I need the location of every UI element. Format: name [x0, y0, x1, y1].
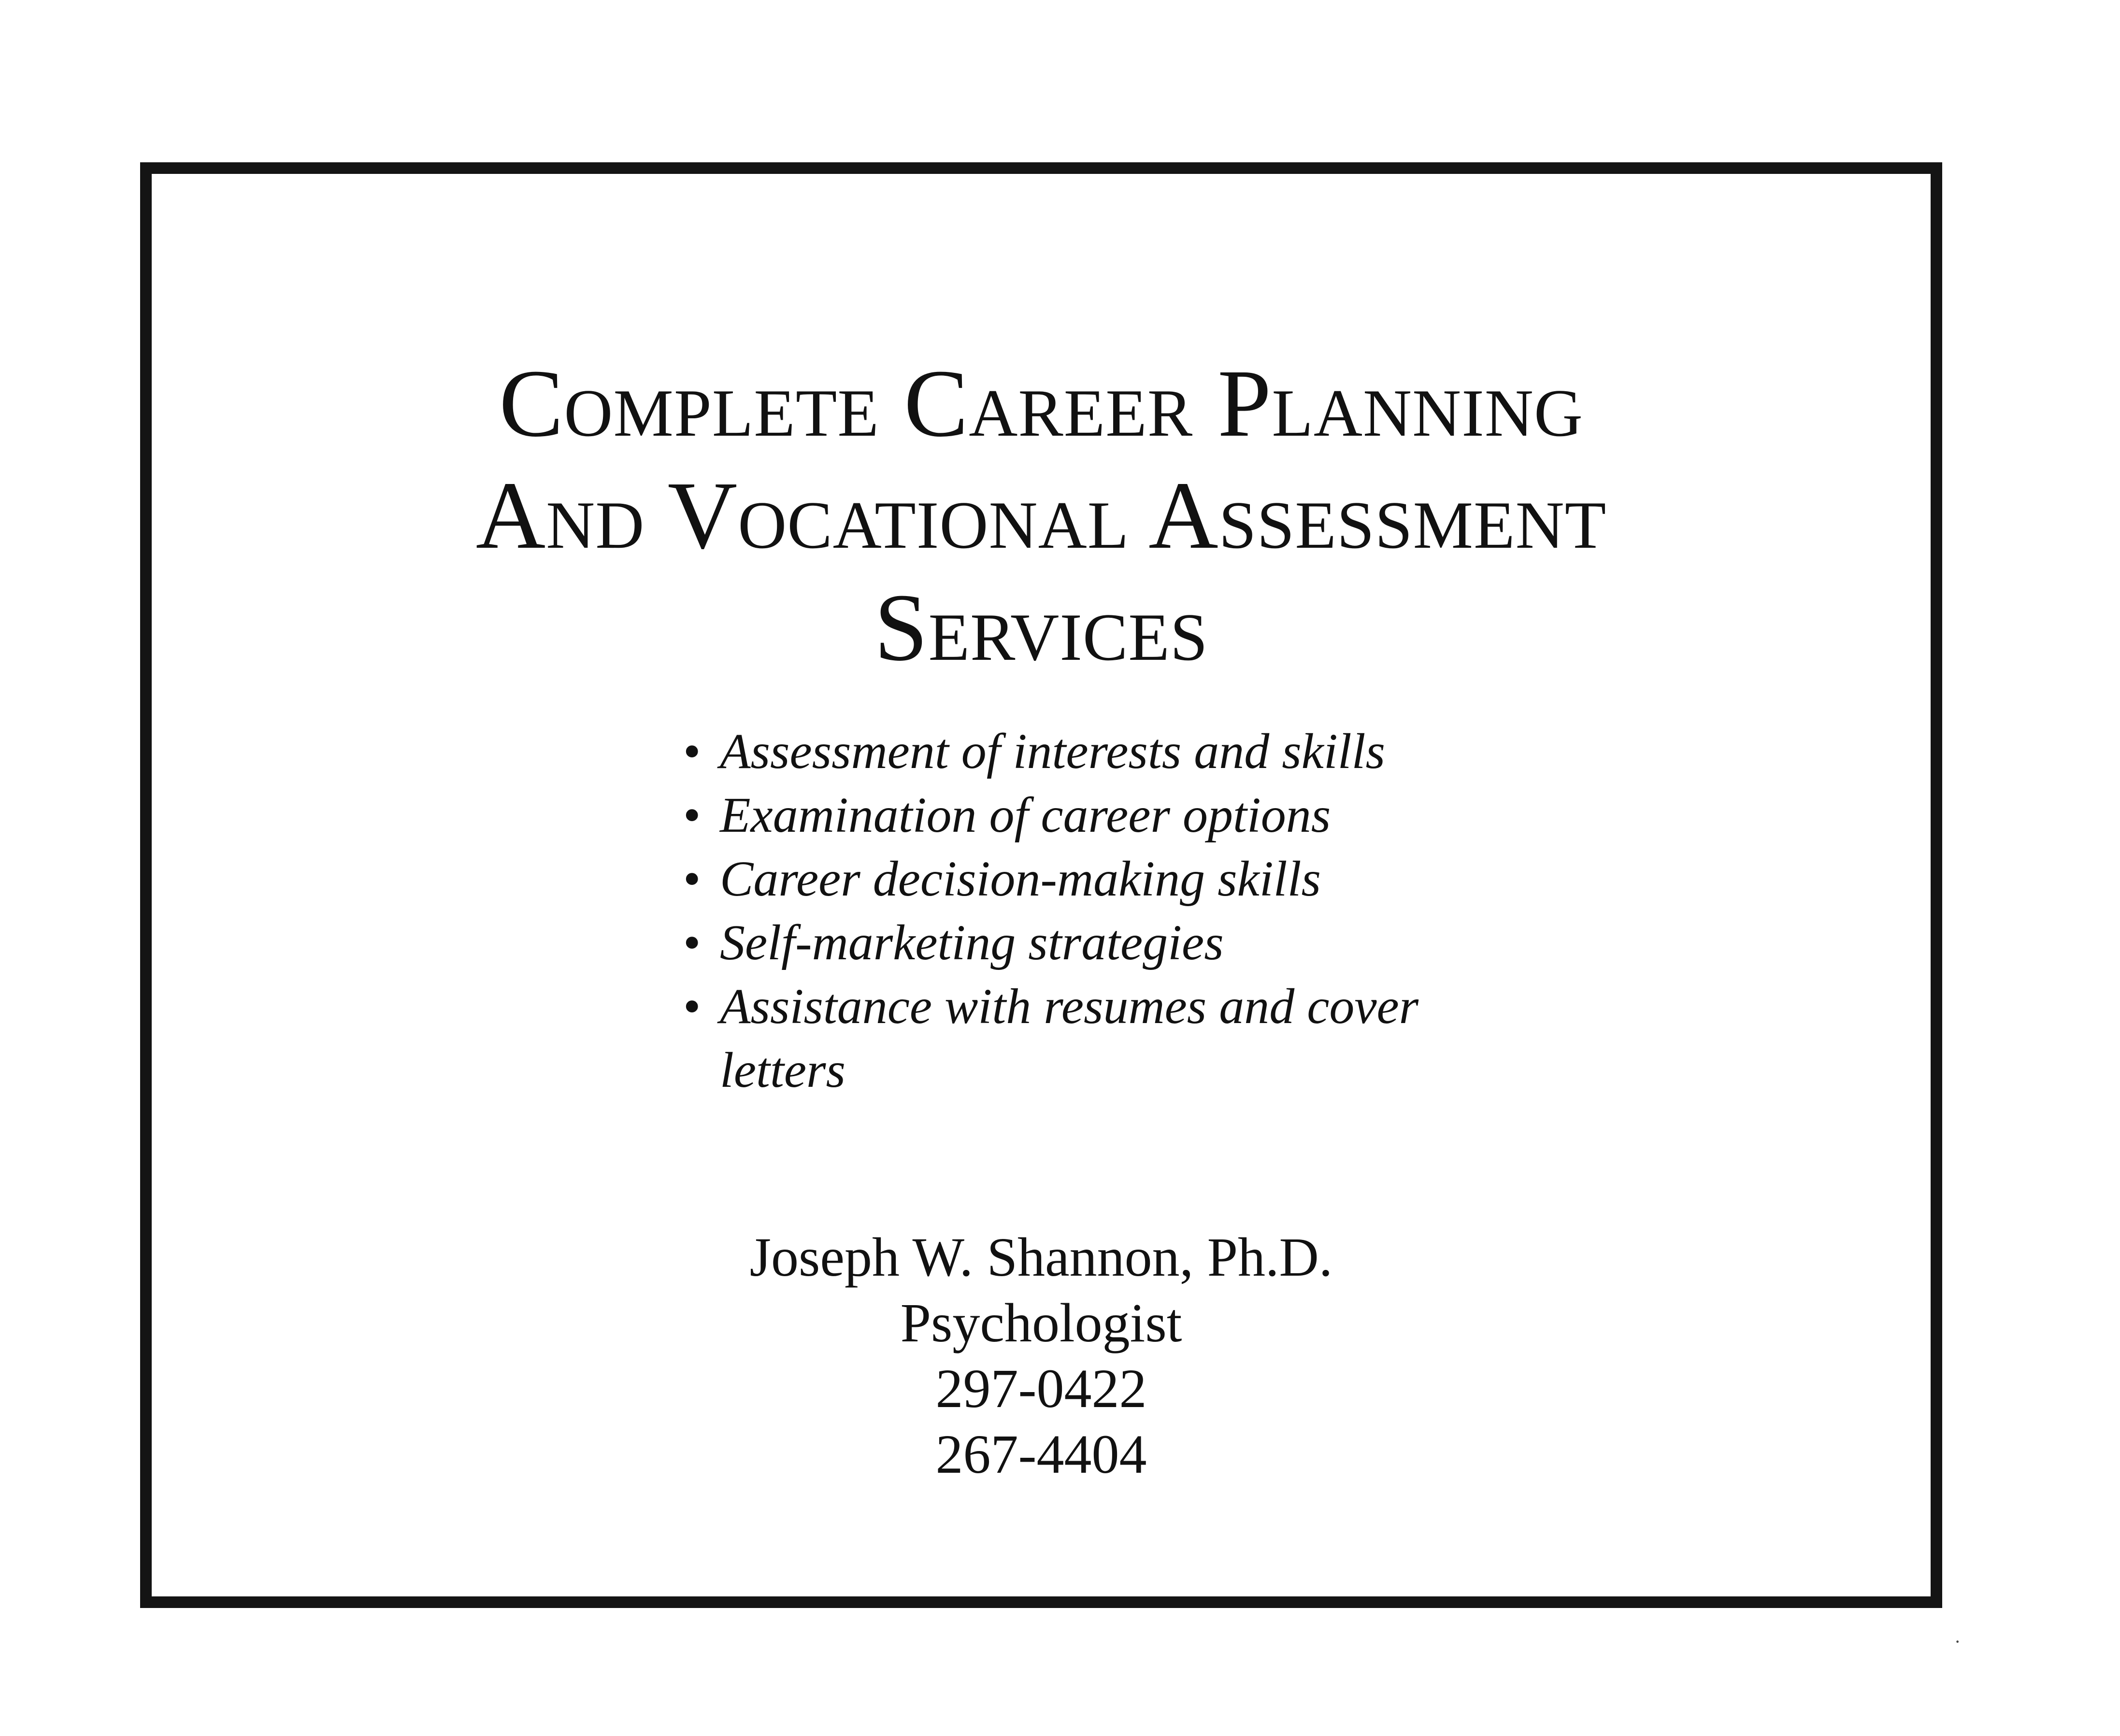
service-text: Self-marketing strategies — [720, 915, 1224, 970]
bullet-icon: • — [683, 979, 701, 1034]
services-list — [673, 720, 1541, 1102]
phone-number-2: 267-4404 — [935, 1423, 1147, 1485]
contact-name: Joseph W. Shannon, Ph.D. — [749, 1226, 1333, 1288]
bullet-icon: • — [683, 851, 701, 907]
advertisement-frame — [140, 162, 1942, 1608]
service-text: Assessment of interests and skills — [720, 724, 1385, 779]
list-item — [673, 783, 1541, 847]
list-item — [673, 720, 1541, 783]
phone-number-1: 297-0422 — [935, 1358, 1147, 1419]
headline-line-2: And Vocational Assessment — [475, 462, 1607, 569]
bullet-icon: • — [683, 787, 701, 843]
bullet-icon: • — [683, 915, 701, 970]
headline-line-1: Complete Career Planning — [499, 350, 1584, 457]
list-item — [673, 911, 1541, 975]
contact-title: Psychologist — [900, 1292, 1182, 1353]
headline-line-3: Services — [874, 574, 1208, 681]
service-text: Examination of career options — [720, 787, 1331, 843]
contact-block — [152, 1224, 1931, 1487]
service-text: Career decision-making skills — [720, 851, 1321, 907]
bullet-icon: • — [683, 724, 701, 779]
headline — [152, 348, 1931, 684]
scan-speck: · — [1954, 1631, 1961, 1652]
list-item — [673, 975, 1541, 1102]
service-text: Assistance with resumes and cover letters — [720, 979, 1419, 1098]
list-item — [673, 847, 1541, 911]
